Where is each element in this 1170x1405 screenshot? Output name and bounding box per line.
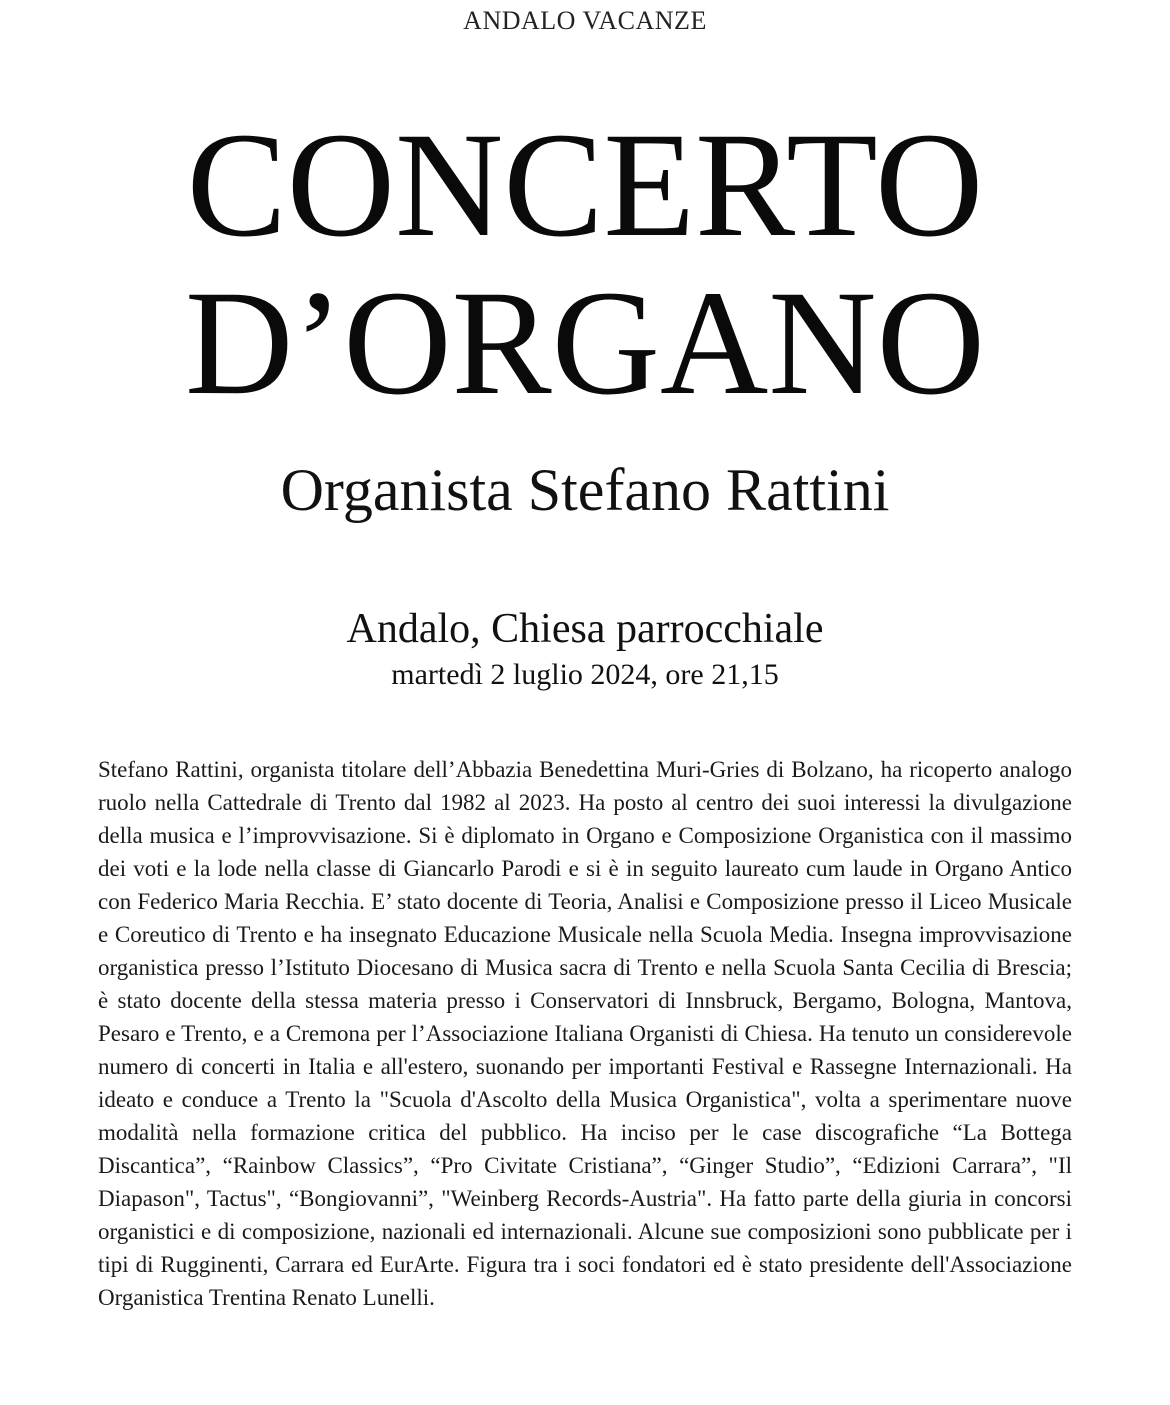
organizer-header: ANDALO VACANZE [463,6,707,35]
performer-name: Organista Stefano Rattini [280,457,890,523]
title-line-concerto: CONCERTO [186,102,984,268]
event-datetime: martedì 2 luglio 2024, ore 21,15 [391,658,779,691]
title-line-organo: D’ORGANO [185,260,985,426]
event-venue: Andalo, Chiesa parrocchiale [346,606,824,652]
biography-paragraph: Stefano Rattini, organista titolare dell’Abbazia Benedettina Muri-Gries di Bolzano, ha ricoperto analogo ruolo nella Cattedrale di Trento dal 1982 al 2023. Ha posto al centro dei suoi interessi la divulgazione della musica e l’improvvisazione. Si è diplomato in Organo e Composizione Organistica con il massimo dei voti e la lode nella classe di Giancarlo Parodi e si è in seguito laureato cum laude in Organo Antico con Federico Maria Recchia. E’ stato docente di Teoria, Analisi e Composizione presso il Liceo Musicale e Coreutico di Trento e ha insegnato Educazione Musicale nella Scuola Media. Insegna improvvisazione organistica presso l’Istituto Diocesano di Musica sacra di Trento e nella Scuola Santa Cecilia di Brescia; è stato docente della stessa materia presso i Conservatori di Innsbruck, Bergamo, Bologna, Mantova, Pesaro e Trento, e a Cremona per l’Associazione Italiana Organisti di Chiesa. Ha tenuto un considerevole numero di concerti in Italia e all'estero, suonando per importanti Festival e Rassegne Internazionali. Ha ideato e conduce a Trento la "Scuola d'Ascolto della Musica Organistica", volta a sperimentare nuove modalità nella formazione critica del pubblico. Ha inciso per le case discografiche “La Bottega Discantica”, “Rainbow Classics”, “Pro Civitate Cristiana”, “Ginger Studio”, “Edizioni Carrara”, "Il Diapason", Tactus", “Bongiovanni”, "Weinberg Records-Austria". Ha fatto parte della giuria in concorsi organistici e di composizione, nazionali ed internazionali. Alcune sue composizioni sono pubblicate per i tipi di Rugginenti, Carrara ed EurArte. Figura tra i soci fondatori ed è stato presidente dell'Associazione Organistica Trentina Renato Lunelli. [98,757,1072,1310]
